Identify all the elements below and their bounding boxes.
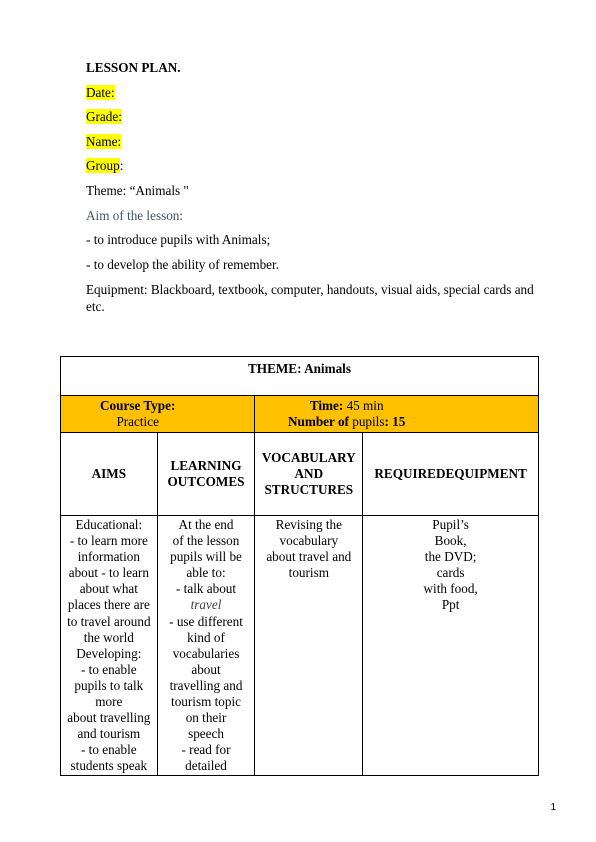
theme-line: Theme: “Animals ": [86, 182, 189, 198]
course-type-label: Course Type:: [100, 398, 176, 413]
cell-line: of the lesson: [172, 533, 240, 549]
name-label: Name:: [86, 133, 122, 149]
group-label: Group: [86, 158, 120, 174]
vocabulary-cell: [255, 516, 363, 776]
cell-line: students speak: [70, 758, 148, 774]
date-field: [86, 81, 542, 106]
cell-line: to travel around: [67, 613, 151, 629]
header-outcomes-line-2: OUTCOMES: [167, 474, 245, 489]
group-field: [86, 154, 542, 179]
cell-line: pupils to talk: [74, 677, 144, 693]
cell-line: vocabulary: [279, 533, 339, 549]
column-header-row: [61, 433, 539, 516]
cell-line: about what: [79, 581, 138, 597]
theme-cell: THEME: Animals: [61, 357, 539, 396]
time-cell: [255, 396, 539, 433]
cell-line: - read for: [181, 742, 231, 758]
cell-line: Educational:: [75, 517, 143, 532]
cell-line: speech: [188, 726, 224, 742]
date-label: Date:: [86, 84, 115, 100]
aim-item-1: - to introduce pupils with Animals;: [86, 232, 271, 248]
cell-line: tourism topic: [171, 694, 241, 710]
lesson-intro: [86, 56, 542, 315]
course-type-value: Practice: [116, 414, 159, 429]
cell-line: Revising the: [275, 517, 342, 532]
lesson-table: [60, 356, 539, 776]
cell-line: - to learn more: [69, 533, 148, 549]
cell-line: able to:: [186, 565, 226, 581]
time-label: Time:: [309, 398, 344, 413]
document-title: LESSON PLAN.: [86, 60, 181, 75]
header-vocab-line-2: AND: [294, 466, 324, 481]
cell-line: information: [77, 549, 140, 565]
cell-line: about travel and: [266, 549, 352, 565]
cell-line: about: [191, 661, 221, 677]
name-field: [86, 130, 542, 155]
course-type-row: [61, 396, 539, 433]
pupils-word: pupils: [348, 414, 385, 429]
grade-label: Grade:: [86, 109, 122, 125]
cell-line: - use different: [169, 613, 243, 629]
aims-cell: [61, 516, 158, 776]
cell-line: At the end: [178, 517, 234, 532]
pupils-label: Number of: [288, 414, 349, 429]
header-vocabulary: [255, 433, 363, 516]
cell-line: kind of: [187, 629, 225, 645]
aim-label: Aim of the lesson:: [86, 207, 184, 223]
cell-line: more: [95, 694, 123, 710]
pupils-line: [255, 414, 438, 430]
cell-line: Book,: [434, 533, 467, 549]
cell-line: places there are: [67, 597, 150, 613]
cell-line: the DVD;: [424, 549, 477, 565]
outcomes-cell: [157, 516, 255, 776]
cell-line: detailed: [185, 758, 227, 774]
cell-line: pupils will be: [170, 549, 242, 565]
cell-line: with food,: [423, 581, 478, 597]
cell-line: vocabularies: [172, 645, 240, 661]
cell-line: travel: [190, 597, 222, 613]
course-type-cell: [61, 396, 255, 433]
cell-line: travelling and: [169, 677, 243, 693]
cell-line: about - to learn: [68, 565, 149, 581]
content-row: [61, 516, 539, 776]
theme-row: [61, 357, 539, 396]
cell-line: tourism: [288, 565, 329, 581]
cell-line: - talk about: [175, 581, 237, 597]
header-aims: AIMS: [61, 433, 158, 516]
aim-item-2: - to develop the ability of remember.: [86, 256, 279, 272]
cell-line: - to enable: [80, 661, 137, 677]
cell-line: - to enable: [80, 742, 137, 758]
equipment-line: Equipment: Blackboard, textbook, computer, handouts, visual aids, special cards and etc.: [86, 282, 534, 315]
cell-line: on their: [185, 710, 227, 726]
cell-line: Ppt: [441, 597, 460, 613]
cell-line: cards: [436, 565, 465, 581]
page-number: 1: [550, 802, 556, 813]
time-line: [255, 398, 438, 414]
cell-line: and tourism: [77, 726, 141, 742]
cell-line: Pupil’s: [432, 517, 469, 532]
header-vocab-line-3: STRUCTURES: [264, 482, 354, 497]
header-equipment: REQUIREDEQUIPMENT: [363, 433, 539, 516]
pupils-value: : 15: [384, 414, 406, 429]
header-outcomes-line-1: LEARNING: [170, 458, 242, 473]
group-colon: :: [119, 158, 124, 174]
cell-line: about travelling: [67, 710, 151, 726]
equipment-cell: [363, 516, 539, 776]
grade-field: [86, 105, 542, 130]
cell-line: the world: [83, 629, 134, 645]
time-value: 45 min: [343, 398, 384, 413]
header-outcomes: [157, 433, 255, 516]
cell-line: Developing:: [76, 645, 142, 661]
header-vocab-line-1: VOCABULARY: [261, 450, 356, 465]
